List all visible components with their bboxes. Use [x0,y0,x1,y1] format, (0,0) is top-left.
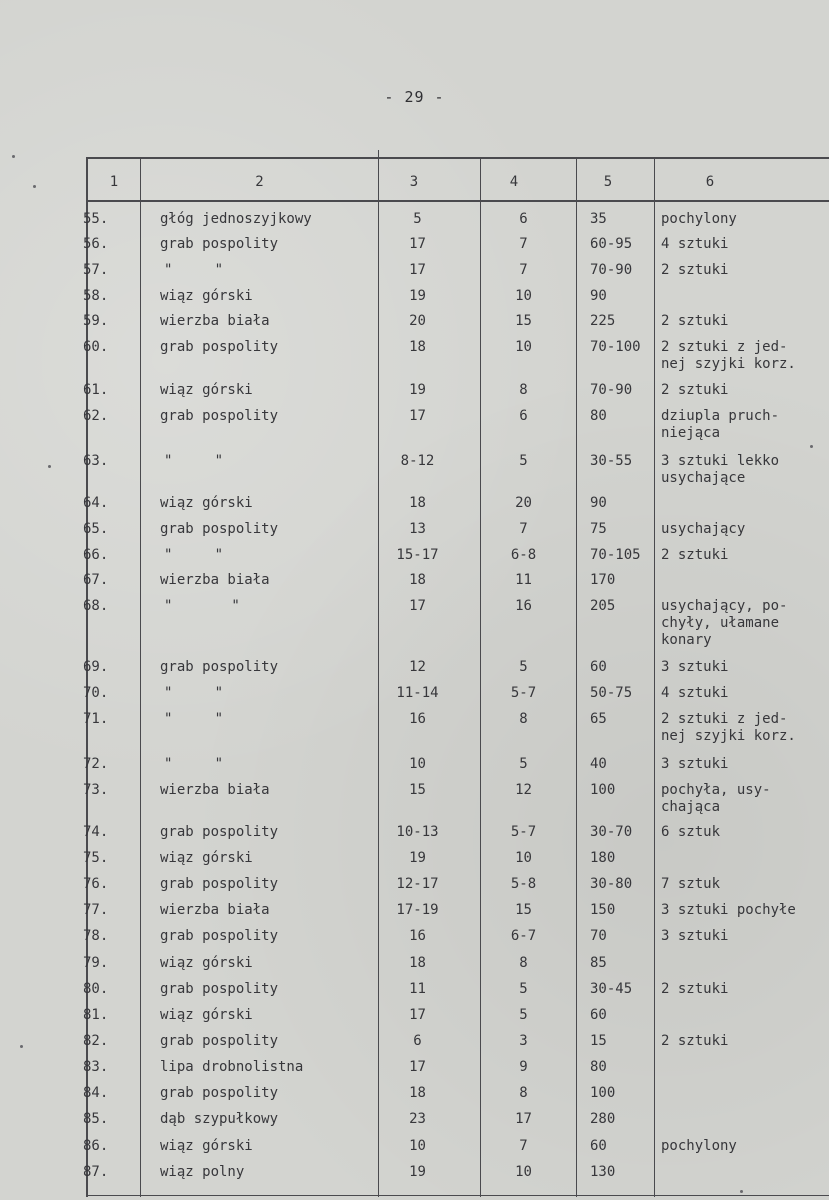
species-name: wiąz górski [160,1138,253,1154]
height-value: 18 [409,955,426,971]
height-value: 10 [409,756,426,772]
height-value: 23 [409,1111,426,1127]
crown-value: 3 [519,1033,528,1049]
height-value: 18 [409,495,426,511]
row-number: 59. [83,313,109,329]
row-number: 73. [83,782,109,798]
girth-value: 150 [590,902,616,918]
girth-value: 90 [590,288,607,304]
species-name: wiąz górski [160,850,253,866]
column-header: 3 [409,174,419,190]
height-value: 17 [409,598,426,614]
column-header: 4 [509,174,519,190]
row-number: 71. [83,711,109,727]
species-name: wiąz polny [160,1164,245,1180]
row-number: 81. [83,1007,109,1023]
height-value: 19 [409,382,426,398]
girth-value: 30-45 [590,981,633,997]
row-number: 61. [83,382,109,398]
species-name: " " [164,685,224,701]
species-name: " " [164,598,240,614]
height-value: 17-19 [396,902,439,918]
crown-value: 8 [519,955,528,971]
crown-value: 5-7 [510,824,537,840]
crown-value: 10 [515,1164,532,1180]
column-header: 2 [255,174,264,190]
species-name: " " [164,262,224,278]
girth-value: 170 [590,572,616,588]
species-name: grab pospolity [160,521,279,537]
species-name: wiąz górski [160,288,253,304]
height-value: 15 [409,782,426,798]
height-value: 18 [409,572,426,588]
height-value: 17 [409,1007,426,1023]
row-number: 72. [83,756,109,772]
crown-value: 5-7 [510,685,537,701]
height-value: 20 [409,313,426,329]
crown-value: 6 [519,408,528,424]
table-top-rule [86,157,829,159]
height-value: 17 [409,408,426,424]
column-divider [140,157,141,1197]
girth-value: 30-80 [590,876,633,892]
column-divider [378,150,379,1197]
remarks: 2 sztuki [661,382,729,398]
crown-value: 8 [519,711,528,727]
crown-value: 5 [519,756,528,772]
remarks: 3 sztuki pochyłe [661,902,796,918]
girth-value: 280 [590,1111,616,1127]
species-name: wierzba biała [160,782,270,798]
crown-value: 7 [519,1138,528,1154]
girth-value: 30-70 [590,824,633,840]
girth-value: 30-55 [590,453,633,469]
remarks: 3 sztuki [661,756,729,772]
row-number: 83. [83,1059,109,1075]
girth-value: 60 [590,1007,607,1023]
crown-value: 8 [519,382,528,398]
row-number: 64. [83,495,109,511]
row-number: 66. [83,547,109,563]
species-name: grab pospolity [160,1033,279,1049]
row-number: 67. [83,572,109,588]
height-value: 18 [409,339,426,355]
remarks: usychający, po- chyły, ułamane konary [661,598,788,648]
row-number: 77. [83,902,109,918]
height-value: 16 [409,928,426,944]
crown-value: 5 [519,453,528,469]
crown-value: 10 [515,850,532,866]
row-number: 76. [83,876,109,892]
species-name: grab pospolity [160,876,279,892]
species-name: grab pospolity [160,1085,279,1101]
species-name: grab pospolity [160,928,279,944]
row-number: 75. [83,850,109,866]
crown-value: 6-8 [510,547,537,563]
height-value: 8-12 [400,453,435,469]
crown-value: 17 [515,1111,532,1127]
height-value: 11-14 [396,685,439,701]
height-value: 11 [409,981,426,997]
remarks: pochyła, usy- chająca [661,782,771,815]
species-name: grab pospolity [160,236,279,252]
height-value: 19 [409,1164,426,1180]
row-number: 78. [83,928,109,944]
row-number: 60. [83,339,109,355]
girth-value: 100 [590,1085,616,1101]
height-value: 5 [413,211,422,227]
girth-value: 85 [590,955,607,971]
row-number: 68. [83,598,109,614]
species-name: " " [164,756,224,772]
height-value: 13 [409,521,426,537]
crown-value: 5 [519,659,528,675]
remarks: 2 sztuki [661,313,729,329]
remarks: usychający [661,521,746,537]
height-value: 12 [409,659,426,675]
column-header: 6 [705,174,715,190]
crown-value: 5 [519,1007,528,1023]
remarks: 2 sztuki [661,547,729,563]
remarks: 2 sztuki [661,981,729,997]
row-number: 56. [83,236,109,252]
row-number: 84. [83,1085,109,1101]
header-bottom-rule [86,200,829,202]
height-value: 19 [409,288,426,304]
crown-value: 7 [519,236,528,252]
species-name: " " [164,711,224,727]
girth-value: 180 [590,850,616,866]
height-value: 18 [409,1085,426,1101]
species-name: grab pospolity [160,408,279,424]
row-number: 62. [83,408,109,424]
table-bottom-rule [86,1195,829,1196]
row-number: 65. [83,521,109,537]
column-header: 5 [603,174,613,190]
girth-value: 130 [590,1164,616,1180]
remarks: dziupla pruch- niejąca [661,408,780,441]
remarks: 7 sztuk [661,876,721,892]
species-name: dąb szypułkowy [160,1111,279,1127]
height-value: 17 [409,1059,426,1075]
remarks: 4 sztuki [661,685,729,701]
paper-speck [33,185,36,188]
girth-value: 70-100 [590,339,641,355]
species-name: " " [164,547,224,563]
species-name: " " [164,453,224,469]
crown-value: 7 [519,262,528,278]
girth-value: 205 [590,598,616,614]
remarks: 4 sztuki [661,236,729,252]
paper-speck [48,465,51,468]
species-name: wierzba biała [160,902,270,918]
girth-value: 15 [590,1033,607,1049]
row-number: 70. [83,685,109,701]
remarks: pochylony [661,1138,737,1154]
row-number: 55. [83,211,109,227]
girth-value: 80 [590,408,607,424]
remarks: 2 sztuki z jed- nej szyjki korz. [661,711,796,744]
remarks: 6 sztuk [661,824,721,840]
remarks: 3 sztuki [661,928,729,944]
remarks: 2 sztuki [661,262,729,278]
girth-value: 100 [590,782,616,798]
species-name: grab pospolity [160,339,279,355]
remarks: 2 sztuki [661,1033,729,1049]
height-value: 12-17 [396,876,439,892]
column-divider [480,157,481,1197]
species-name: głóg jednoszyjkowy [160,211,312,227]
crown-value: 5-8 [510,876,537,892]
row-number: 86. [83,1138,109,1154]
crown-value: 16 [515,598,532,614]
height-value: 10 [409,1138,426,1154]
crown-value: 5 [519,981,528,997]
girth-value: 70-90 [590,262,633,278]
species-name: lipa drobnolistna [160,1059,304,1075]
height-value: 16 [409,711,426,727]
girth-value: 75 [590,521,607,537]
girth-value: 35 [590,211,607,227]
girth-value: 70-90 [590,382,633,398]
remarks: 3 sztuki [661,659,729,675]
girth-value: 225 [590,313,616,329]
column-header: 1 [109,174,119,190]
crown-value: 9 [519,1059,528,1075]
row-number: 82. [83,1033,109,1049]
paper-speck [20,1045,23,1048]
paper-speck [12,155,15,158]
row-number: 85. [83,1111,109,1127]
paper-speck [740,1190,743,1193]
species-name: grab pospolity [160,824,279,840]
girth-value: 65 [590,711,607,727]
species-name: wiąz górski [160,955,253,971]
girth-value: 60 [590,1138,607,1154]
crown-value: 12 [515,782,532,798]
species-name: wiąz górski [160,1007,253,1023]
species-name: wiąz górski [160,382,253,398]
height-value: 17 [409,236,426,252]
row-number: 79. [83,955,109,971]
girth-value: 90 [590,495,607,511]
crown-value: 7 [519,521,528,537]
girth-value: 70-105 [590,547,641,563]
crown-value: 8 [519,1085,528,1101]
girth-value: 50-75 [590,685,633,701]
species-name: grab pospolity [160,981,279,997]
row-number: 80. [83,981,109,997]
remarks: 2 sztuki z jed- nej szyjki korz. [661,339,796,372]
crown-value: 10 [515,288,532,304]
species-name: wierzba biała [160,313,270,329]
paper-speck [810,445,813,448]
height-value: 17 [409,262,426,278]
species-name: wiąz górski [160,495,253,511]
crown-value: 15 [515,902,532,918]
species-name: grab pospolity [160,659,279,675]
height-value: 19 [409,850,426,866]
species-name: wierzba biała [160,572,270,588]
row-number: 58. [83,288,109,304]
height-value: 10-13 [396,824,439,840]
remarks: 3 sztuki lekko usychające [661,453,780,486]
crown-value: 11 [515,572,532,588]
column-divider [576,157,577,1197]
row-number: 57. [83,262,109,278]
row-number: 87. [83,1164,109,1180]
column-divider [654,157,655,1197]
height-value: 6 [413,1033,422,1049]
crown-value: 15 [515,313,532,329]
height-value: 15-17 [396,547,439,563]
row-number: 74. [83,824,109,840]
girth-value: 40 [590,756,607,772]
crown-value: 6-7 [510,928,537,944]
page-number: - 29 - [384,88,445,106]
remarks: pochylony [661,211,737,227]
crown-value: 20 [515,495,532,511]
crown-value: 10 [515,339,532,355]
girth-value: 70 [590,928,607,944]
row-number: 69. [83,659,109,675]
girth-value: 60 [590,659,607,675]
girth-value: 60-95 [590,236,633,252]
crown-value: 6 [519,211,528,227]
row-number: 63. [83,453,109,469]
girth-value: 80 [590,1059,607,1075]
